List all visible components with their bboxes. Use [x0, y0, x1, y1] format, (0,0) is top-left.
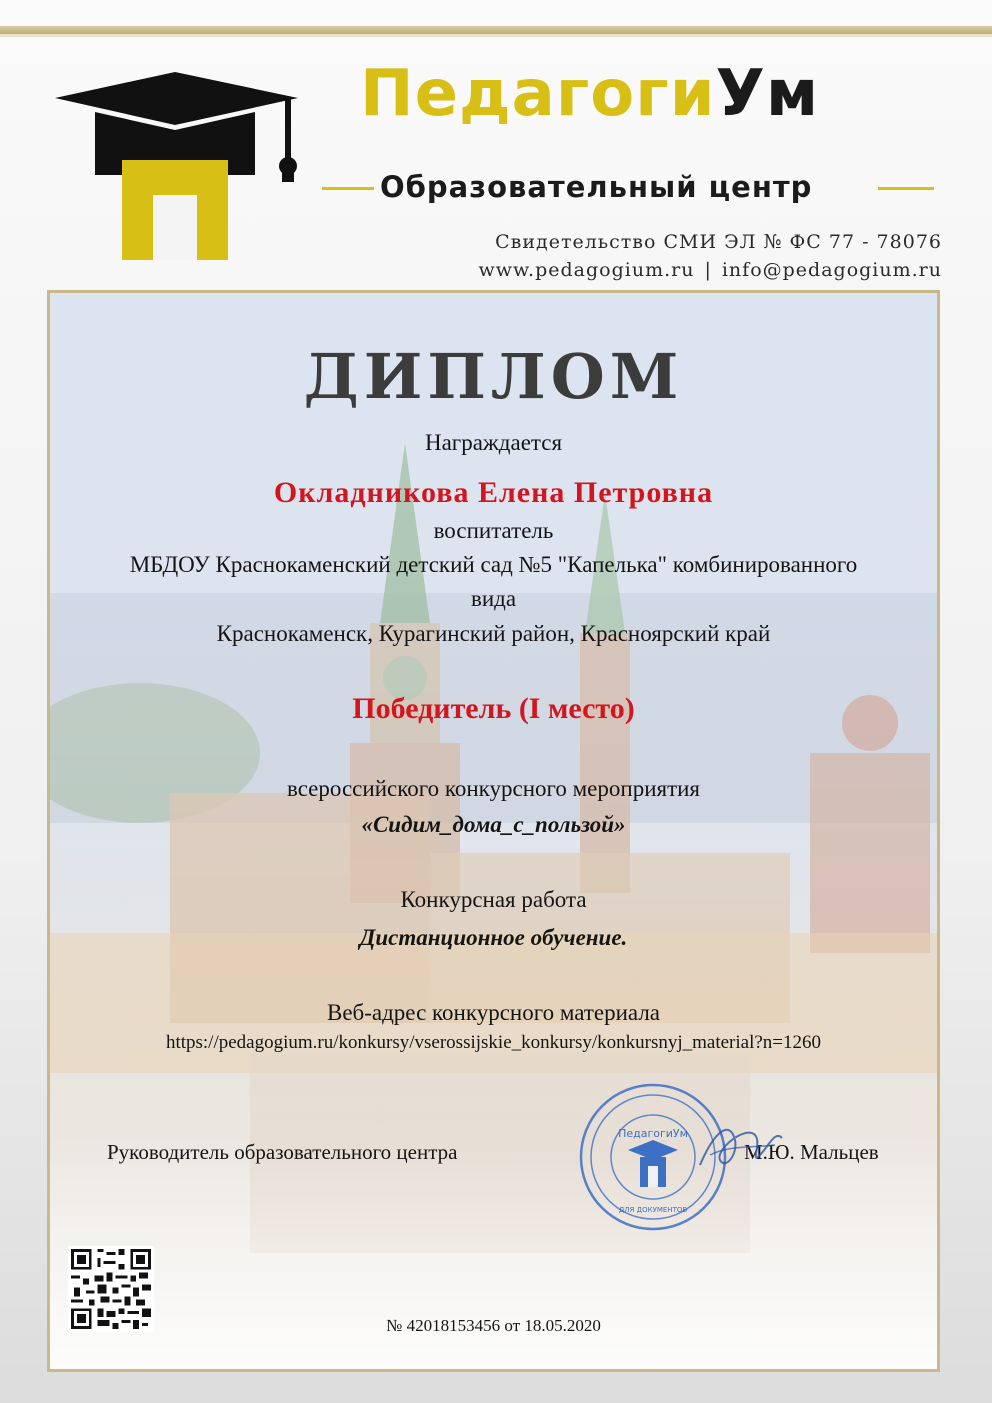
- subtitle-line-left: [322, 187, 374, 190]
- awardee-name: Окладникова Елена Петровна: [273, 476, 714, 509]
- stamp-brand: ПедагогиУм: [618, 1127, 688, 1140]
- diploma-content: [47, 290, 940, 1372]
- contact-divider: |: [704, 259, 712, 281]
- top-decorative-strip: [0, 26, 992, 34]
- work-title: Дистанционное обучение.: [359, 925, 628, 950]
- signature: [690, 1110, 790, 1180]
- material-url[interactable]: https://pedagogium.ru/konkursy/vserossijskie_konkursy/konkursnyj_material?n=1260: [165, 1032, 822, 1053]
- brand-part-black: Ум: [715, 57, 820, 131]
- signer-name: М.Ю. Мальцев: [744, 1140, 879, 1164]
- brand-logo-text: [360, 57, 820, 131]
- organization-line-2: вида: [470, 586, 517, 611]
- website-link[interactable]: www.pedagogium.ru: [478, 259, 695, 281]
- top-decorative-strip-light: [0, 34, 992, 37]
- brand-part-yellow: Педагоги: [360, 57, 716, 131]
- subtitle-line-right: [878, 187, 934, 190]
- event-label: всероссийского конкурсного мероприятия: [286, 776, 701, 801]
- stamp-bottom-text: ДЛЯ ДОКУМЕНТОВ: [618, 1206, 688, 1214]
- event-name: «Сидим_дома_с_пользой»: [361, 812, 626, 837]
- work-label: Конкурсная работа: [400, 887, 587, 912]
- qr-code-icon: [68, 1246, 154, 1332]
- signer-title: Руководитель образовательного центра: [107, 1140, 458, 1164]
- smi-certificate: Свидетельство СМИ ЭЛ № ФС 77 - 78076: [495, 231, 942, 253]
- awarded-label: Награждается: [424, 430, 563, 455]
- subtitle-text: Образовательный центр: [380, 170, 813, 204]
- email-link[interactable]: info@pedagogium.ru: [721, 259, 942, 281]
- subtitle-row: [322, 170, 934, 206]
- award-place: Победитель (I место): [352, 692, 635, 725]
- diploma-title: ДИПЛОМ: [303, 340, 684, 413]
- url-label: Веб-адрес конкурсного материала: [326, 1000, 661, 1025]
- contact-line: [479, 256, 942, 284]
- smi-info: [479, 228, 942, 284]
- graduation-cap-icon: [50, 70, 300, 260]
- organization-line-1: МБДОУ Краснокаменский детский сад №5 "Капелька" комбинированного: [129, 552, 858, 577]
- location: Краснокаменск, Курагинский район, Красноярский край: [216, 621, 771, 646]
- diploma-number: № 42018153456 от 18.05.2020: [386, 1316, 601, 1335]
- awardee-position: воспитатель: [433, 518, 554, 543]
